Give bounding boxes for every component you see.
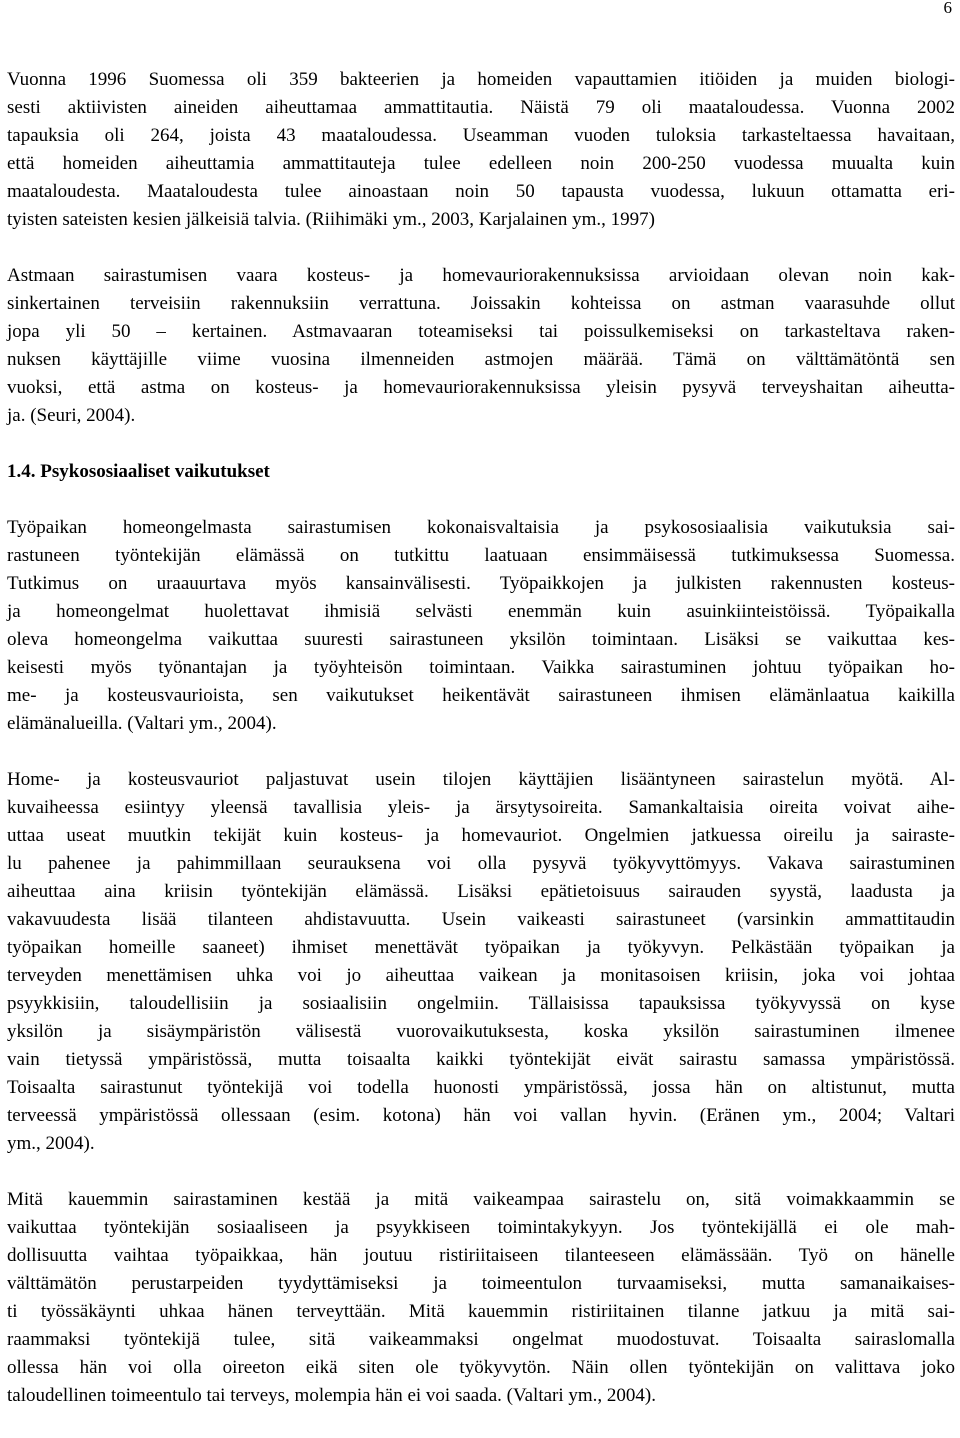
paragraph-2 [7, 262, 955, 430]
paragraph-line: kuvaiheessa esiintyy yleensä tavallisia yleis- ja ärsytysoireita. Samankaltaisia oireita voivat aihe- [7, 797, 955, 818]
paragraph-line: Home- ja kosteusvauriot paljastuvat usein tilojen käyttäjien lisääntyneen sairastelun myötä. Al- [7, 769, 955, 790]
paragraph-line: dollisuutta vaihtaa työpaikkaa, hän joutuu ristiriitaiseen tilanteeseen elämässään. Työ on hänelle [7, 1245, 955, 1266]
section-heading: 1.4. Psykososiaaliset vaikutukset [7, 461, 270, 482]
paragraph-line: ym., 2004). [7, 1133, 95, 1154]
paragraph-line: maataloudesta. Maataloudesta tulee ainoastaan noin 50 tapausta vuodessa, lukuun ottamatta eri- [7, 181, 955, 202]
paragraph-line: taloudellinen toimeentulo tai terveys, molempia hän ei voi saada. (Valtari ym., 2004). [7, 1385, 656, 1406]
paragraph-line: vain tietyssä ympäristössä, mutta toisaalta kaikki työntekijät eivät sairastu samassa ympäristössä. [7, 1049, 955, 1070]
paragraph-line: oleva homeongelma vaikuttaa suuresti sairastuneen yksilön toimintaan. Lisäksi se vaikuttaa kes- [7, 629, 955, 650]
paragraph-4 [7, 766, 955, 1158]
paragraph-line: me- ja kosteusvaurioista, sen vaikutukset heikentävät sairastuneen ihmisen elämänlaatua kaikilla [7, 685, 955, 706]
paragraph-line: Vuonna 1996 Suomessa oli 359 bakteerien ja homeiden vapauttamien itiöiden ja muiden biologi- [7, 69, 955, 90]
paragraph-line: Mitä kauemmin sairastaminen kestää ja mitä vaikeampaa sairastelu on, sitä voimakkaammin se [7, 1189, 955, 1210]
paragraph-line: ja homeongelmat huolettavat ihmisiä selvästi enemmän kuin asuinkiinteistöissä. Työpaikalla [7, 601, 955, 622]
document-content [7, 66, 955, 1438]
paragraph-line: psyykkisiin, taloudellisiin ja sosiaalisiin ongelmiin. Tällaisissa tapauksissa työkyvyssä on kyse [7, 993, 955, 1014]
paragraph-line: elämänalueilla. (Valtari ym., 2004). [7, 713, 277, 734]
paragraph-line: aiheuttaa aina kriisin työntekijän elämässä. Lisäksi epätietoisuus sairauden syystä, laadusta ja [7, 881, 955, 902]
paragraph-line: lu pahenee ja pahimmillaan seurauksena voi olla pysyvä työkyvyttömyys. Vakava sairastuminen [7, 853, 955, 874]
paragraph-line: uttaa useat muutkin tekijät kuin kosteus- ja homevauriot. Ongelmien jatkuessa oireilu ja sairaste- [7, 825, 955, 846]
paragraph-line: yksilön ja sisäympäristön välisestä vuorovaikutuksesta, koska yksilön sairastuminen ilmenee [7, 1021, 955, 1042]
paragraph-line: työpaikan homeille saaneet) ihmiset menettävät työpaikan ja työkyvyn. Pelkästään työpaikan ja [7, 937, 955, 958]
paragraph-line: ollessa hän voi olla oireeton eikä siten ole työkyvytön. Näin ollen työntekijän on valittava joko [7, 1357, 955, 1378]
paragraph-line: nuksen käyttäjille viime vuosina ilmenneiden astmojen määrää. Tämä on välttämätöntä sen [7, 349, 955, 370]
page-number: 6 [943, 0, 952, 17]
paragraph-1 [7, 66, 955, 234]
paragraph-line: terveyden menettämisen uhka voi jo aiheuttaa vaikean ja monitasoisen kriisin, joka voi johtaa [7, 965, 955, 986]
paragraph-line: sesti aktiivisten aineiden aiheuttamaa ammattitautia. Näistä 79 oli maataloudessa. Vuonna 2002 [7, 97, 955, 118]
paragraph-5 [7, 1186, 955, 1410]
paragraph-line: Toisaalta sairastunut työntekijä voi todella huonosti ympäristössä, jossa hän on altistunut, mutta [7, 1077, 955, 1098]
paragraph-line: Astmaan sairastumisen vaara kosteus- ja homevauriorakennuksissa arvioidaan olevan noin kak- [7, 265, 955, 286]
paragraph-line: raammaksi työntekijä tulee, sitä vaikeammaksi ongelmat muodostuvat. Toisaalta sairaslomalla [7, 1329, 955, 1350]
paragraph-line: rastuneen työntekijän elämässä on tutkittu laatuaan ensimmäisessä tutkimuksessa Suomessa. [7, 545, 955, 566]
paragraph-line: keisesti myös työnantajan ja työyhteisön toimintaan. Vaikka sairastuminen johtuu työpaikan ho- [7, 657, 955, 678]
paragraph-line: ti työssäkäynti uhkaa hänen terveyttään. Mitä kauemmin ristiriitainen tilanne jatkuu ja mitä sai- [7, 1301, 955, 1322]
paragraph-line: välttämätön perustarpeiden tyydyttämiseksi ja toimeentulon turvaamiseksi, mutta samanaikaises- [7, 1273, 955, 1294]
paragraph-line: Tutkimus on uraauurtava myös kansainvälisesti. Työpaikkojen ja julkisten rakennusten kosteus- [7, 573, 955, 594]
paragraph-line: vuoksi, että astma on kosteus- ja homevauriorakennuksissa yleisin pysyvä terveyshaitan aiheutta- [7, 377, 955, 398]
paragraph-line: jopa yli 50 – kertainen. Astmavaaran toteamiseksi tai poissulkemiseksi on tarkasteltava raken- [7, 321, 955, 342]
paragraph-line: tapauksia oli 264, joista 43 maataloudessa. Useamman vuoden tuloksia tarkasteltaessa havaitaan, [7, 125, 955, 146]
paragraph-line: terveessä ympäristössä ollessaan (esim. kotona) hän voi vallan hyvin. (Eränen ym., 2004; Valtari [7, 1105, 955, 1126]
paragraph-3 [7, 514, 955, 738]
paragraph-line: sinkertainen terveisiin rakennuksiin verrattuna. Joissakin kohteissa on astman vaarasuhde ollut [7, 293, 955, 314]
paragraph-line: että homeiden aiheuttamia ammattitauteja tulee edelleen noin 200-250 vuodessa muualta kuin [7, 153, 955, 174]
paragraph-line: tyisten sateisten kesien jälkeisiä talvia. (Riihimäki ym., 2003, Karjalainen ym., 1997) [7, 209, 655, 230]
paragraph-line: vakavuudesta lisää tilanteen ahdistavuutta. Usein vaikeasti sairastuneet (varsinkin ammattitaudin [7, 909, 955, 930]
paragraph-line: ja. (Seuri, 2004). [7, 405, 136, 426]
paragraph-line: vaikuttaa työntekijän sosiaaliseen ja psyykkiseen toimintakykyyn. Jos työntekijällä ei ole mah- [7, 1217, 955, 1238]
paragraph-line: Työpaikan homeongelmasta sairastumisen kokonaisvaltaisia ja psykososiaalisia vaikutuksia sai- [7, 517, 955, 538]
